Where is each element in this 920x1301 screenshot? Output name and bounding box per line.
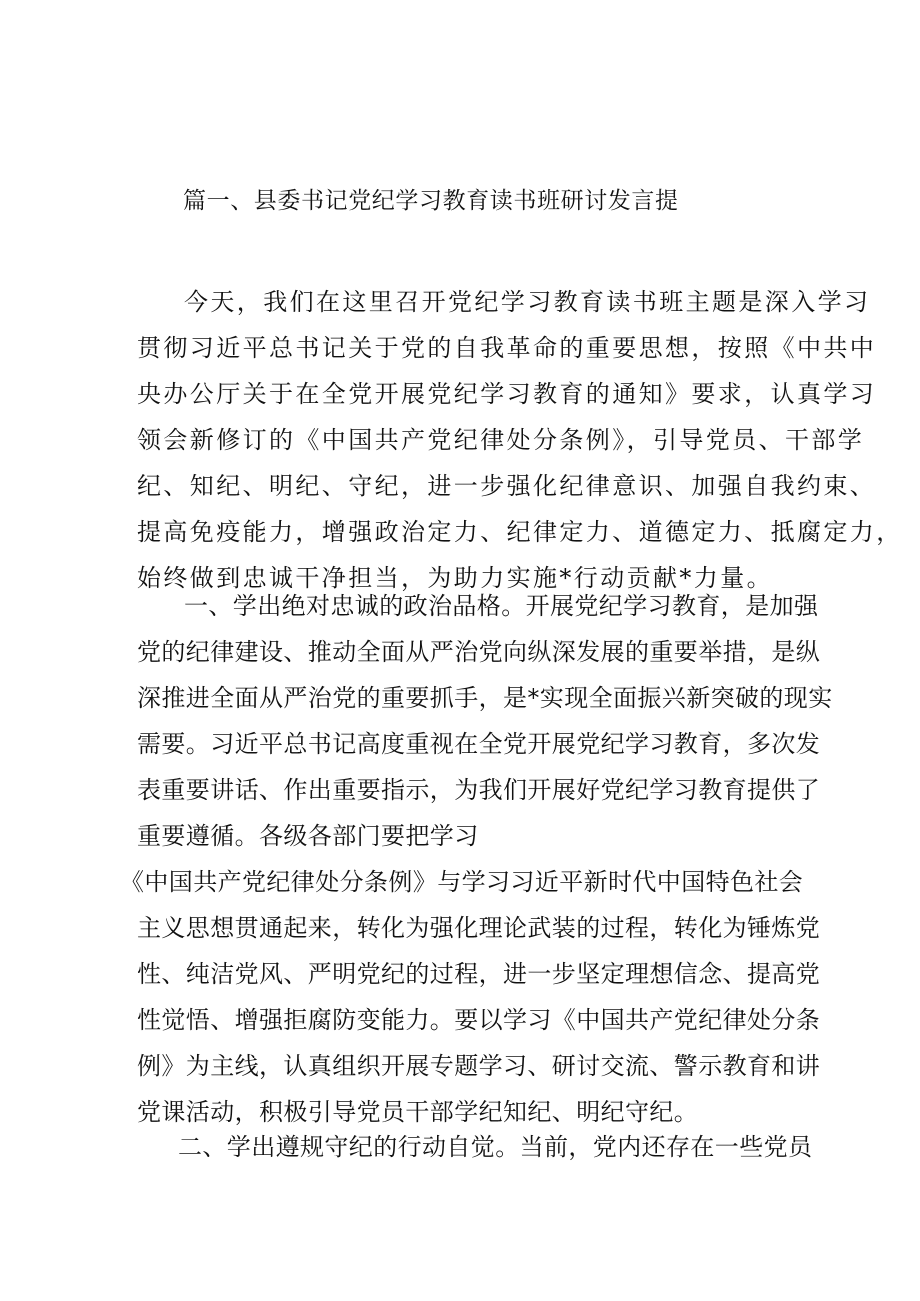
text-line: 领会新修订的《中国共产党纪律处分条例》，引导党员、干部学 [137,426,865,454]
text-line: 深推进全面从严治党的重要抓手，是*实现全面振兴新突破的现实 [137,684,833,712]
text-line: 表重要讲话、作出重要指示，为我们开展好党纪学习教育提供了 [137,776,821,804]
text-line: 性、纯洁党风、严明党纪的过程，进一步坚定理想信念、提高党 [137,960,821,988]
text-line: 需要。习近平总书记高度重视在全党开展党纪学习教育，多次发 [137,730,821,758]
text-line: 例》为主线，认真组织开展专题学习、研讨交流、警示教育和讲 [137,1052,821,1080]
text-line: 贯彻习近平总书记关于党的自我革命的重要思想，按照《中共中 [137,334,877,362]
text-line: 党课活动，积极引导党员干部学纪知纪、明纪守纪。 [137,1098,699,1126]
text-line: 始终做到忠诚干净担当，为助力实施*行动贡献*力量。 [137,564,773,592]
text-line: 主义思想贯通起来，转化为强化理论武装的过程，转化为锤炼党 [137,914,821,942]
document-title: 篇一、县委书记党纪学习教育读书班研讨发言提 [183,188,679,214]
paragraph-intro [137,279,903,601]
text-line: 《中国共产党纪律处分条例》与学习习近平新时代中国特色社会 [120,868,804,896]
text-line: 今天，我们在这里召开党纪学习教育读书班主题是深入学习 [184,288,871,316]
text-line: 二、学出遵规守纪的行动自觉。当前，党内还存在一些党员 [178,1133,813,1161]
text-line: 提高免疫能力，增强政治定力、纪律定力、道德定力、抵腐定力， [137,518,903,546]
paragraph-section-two [131,1124,812,1170]
text-line: 党的纪律建设、推动全面从严治党向纵深发展的重要举措，是纵 [137,638,821,666]
text-line: 一、学出绝对忠诚的政治品格。开展党纪学习教育，是加强 [184,592,819,620]
text-line: 央办公厅关于在全党开展党纪学习教育的通知》要求，认真学习 [137,380,877,408]
paragraph-section-one [120,583,833,1135]
text-line: 重要遵循。各级各部门要把学习 [137,822,479,850]
text-line: 纪、知纪、明纪、守纪，进一步强化纪律意识、加强自我约束、 [137,472,877,500]
text-line: 性觉悟、增强拒腐防变能力。要以学习《中国共产党纪律处分条 [137,1006,821,1034]
